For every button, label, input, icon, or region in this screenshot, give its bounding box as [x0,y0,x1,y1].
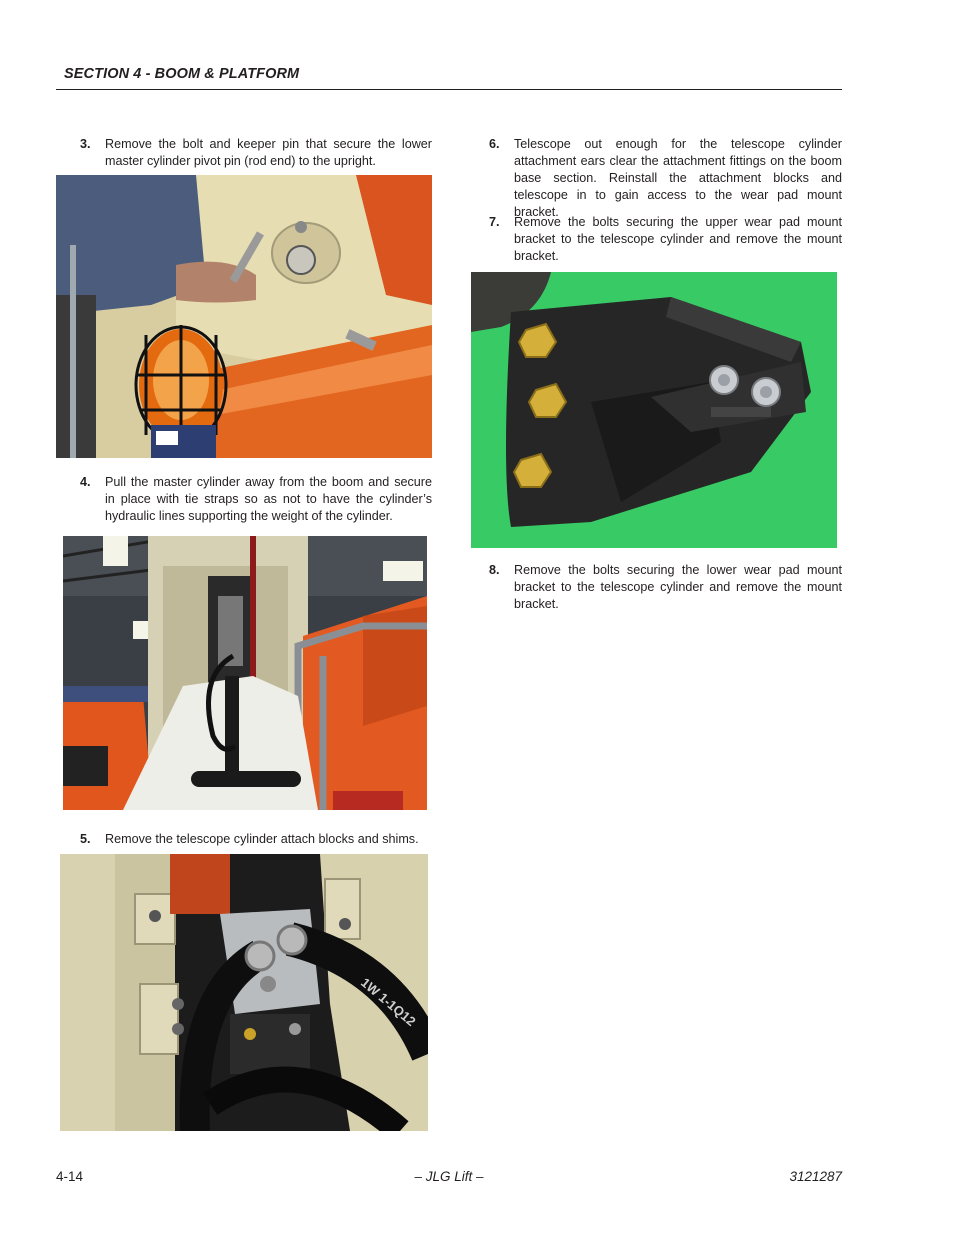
step-text: Remove the bolts securing the lower wear pad mount bracket to the telescope cylinder and remove the mount bracket. [514,563,842,611]
step-number: 3. [80,137,91,151]
photo-upper-wear-pad-mount-bracket [471,272,837,548]
step-text: Pull the master cylinder away from the boom and secure in place with tie straps so as not to have the cylinder’s hydraulic lines supporting the weight of the cylinder. [105,475,432,523]
footer-title: – JLG Lift – [414,1169,484,1184]
page-number: 4-14 [56,1169,84,1184]
step-text: Telescope out enough for the telescope cylinder attachment ears clear the attachment fittings on the boom base section. Reinstall the attachment blocks and telescope in to gain access to the wear pad mount bracket. [514,137,842,219]
step-text: Remove the bolts securing the upper wear pad mount bracket to the telescope cylinder and remove the mount bracket. [514,215,842,263]
photo-master-cylinder-secured [63,536,427,810]
section-title: SECTION 4 - BOOM & PLATFORM [64,66,300,82]
step-number: 6. [489,137,500,151]
photo-master-cylinder-pivot-pin [56,175,432,458]
step-number: 7. [489,215,500,229]
step-text: Remove the telescope cylinder attach blocks and shims. [105,832,419,846]
hose-label: 1W 1-1Q12 [358,974,419,1030]
document-number: 3121287 [789,1169,842,1184]
header-rule [56,89,842,90]
photo-telescope-cylinder-attach-blocks [60,854,428,1131]
step-number: 5. [80,832,91,846]
step-number: 4. [80,475,91,489]
step-text: Remove the bolt and keeper pin that secure the lower master cylinder pivot pin (rod end) to the upright. [105,137,432,168]
step-number: 8. [489,563,500,577]
